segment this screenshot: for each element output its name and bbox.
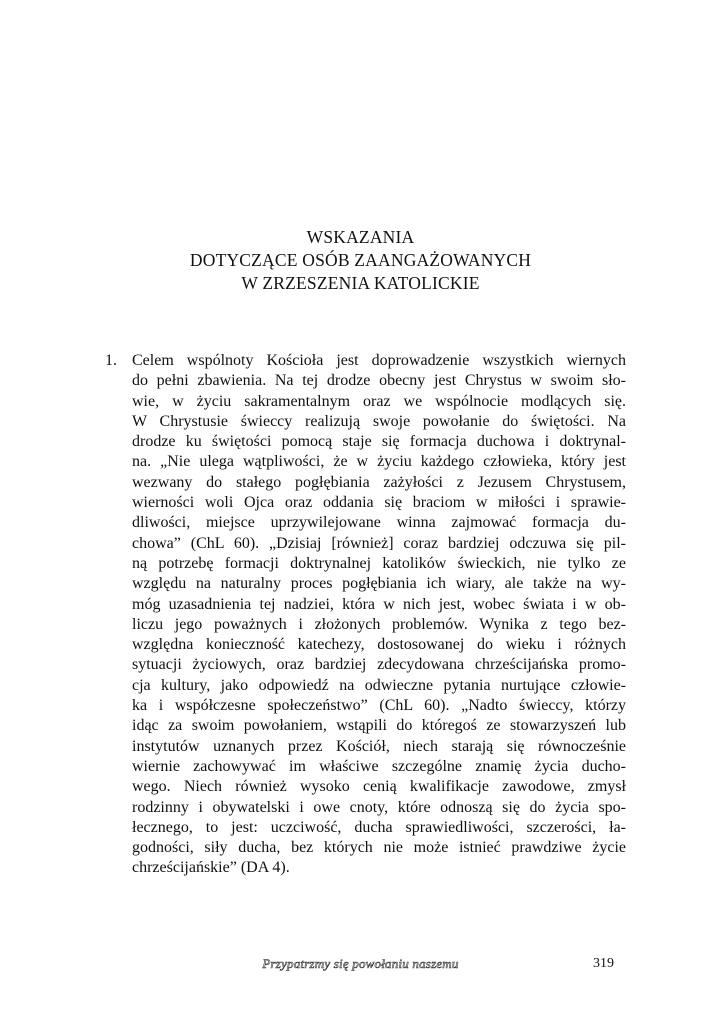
paragraph-line: drodze ku świętości pomocą staje się formacja duchowa i doktrynal- bbox=[132, 433, 626, 451]
paragraph-line: wie, w życiu sakramentalnym oraz we wspólnocie modlących się. bbox=[132, 392, 626, 410]
paragraph-line: liczu jego poważnych i złożonych problemów. Wynika z tego bez- bbox=[132, 615, 626, 633]
heading-line-2: DOTYCZĄCE OSÓB ZAANGAŻOWANYCH bbox=[189, 250, 532, 270]
paragraph-line: ka i współczesne społeczeństwo” (ChL 60). „Nadto świeccy, którzy bbox=[132, 697, 626, 715]
paragraph-line: instytutów uznanych przez Kościół, niech starają się równocześnie bbox=[132, 737, 626, 755]
paragraph-line: wiernie zachowywać im właściwe szczególne znamię życia ducho- bbox=[132, 757, 626, 775]
paragraph-line: idąc za swoim powołaniem, wstąpili do któregoś ze stowarzyszeń lub bbox=[132, 717, 626, 735]
paragraph-line: cja kultury, jako odpowiedź na odwieczne pytania nurtujące człowie- bbox=[132, 676, 626, 694]
paragraph-body bbox=[132, 351, 626, 879]
paragraph-line: wierności woli Ojca oraz oddania się braciom w miłości i sprawie- bbox=[132, 494, 626, 512]
paragraph-line: sytuacji życiowych, oraz bardziej zdecydowana chrześcijańska promo- bbox=[132, 656, 626, 674]
heading-line-3: W ZRZESZENIA KATOLICKIE bbox=[241, 273, 480, 293]
paragraph-line: do pełni zbawienia. Na tej drodze obecny jest Chrystus w swoim sło- bbox=[132, 372, 626, 390]
paragraph-line: względna konieczność katechezy, dostosowanej do wieku i różnych bbox=[132, 636, 626, 654]
paragraph-number: 1. bbox=[105, 352, 117, 369]
paragraph-line: Celem wspólnoty Kościoła jest doprowadzenie wszystkich wiernych bbox=[132, 352, 626, 369]
paragraph-line: chowa” (ChL 60). „Dzisiaj [również] coraz bardziej odczuwa się pil- bbox=[132, 534, 626, 552]
chapter-heading bbox=[0, 226, 721, 295]
page-number: 319 bbox=[593, 956, 614, 971]
paragraph-line: łecznego, to jest: uczciwość, ducha sprawiedliwości, szczerości, ła- bbox=[132, 818, 626, 836]
paragraph-line: rodzinny i obywatelski i owe cnoty, które odnoszą się do życia spo- bbox=[132, 798, 626, 816]
paragraph-line: chrześcijańskie” (DA 4). bbox=[132, 859, 290, 877]
paragraph-line: względu na naturalny proces pogłębiania ich wiary, ale także na wy- bbox=[132, 575, 626, 593]
paragraph-line: godności, siły ducha, bez których nie może istnieć prawdziwe życie bbox=[132, 839, 626, 857]
heading-line-1: WSKAZANIA bbox=[306, 227, 415, 247]
paragraph-line: na. „Nie ulega wątpliwości, że w życiu każdego człowieka, który jest bbox=[132, 453, 626, 471]
running-footer-title: Przypatrzmy się powołaniu naszemu bbox=[262, 956, 459, 971]
paragraph-line: ną potrzebę formacji doktrynalnej katolików świeckich, nie tylko ze bbox=[132, 554, 626, 572]
paragraph-line: W Chrystusie świeccy realizują swoje powołanie do świętości. Na bbox=[132, 412, 626, 430]
paragraph-line: wego. Niech również wysoko cenią kwalifikacje zawodowe, zmysł bbox=[132, 778, 626, 796]
paragraph-line: móg uzasadnienia tej nadziei, która w nich jest, wobec świata i w ob- bbox=[132, 595, 626, 613]
paragraph-line: dliwości, miejsce uprzywilejowane winna zajmować formacja du- bbox=[132, 514, 626, 532]
paragraph-line: wezwany do stałego pogłębiania zażyłości z Jezusem Chrystusem, bbox=[132, 473, 626, 491]
